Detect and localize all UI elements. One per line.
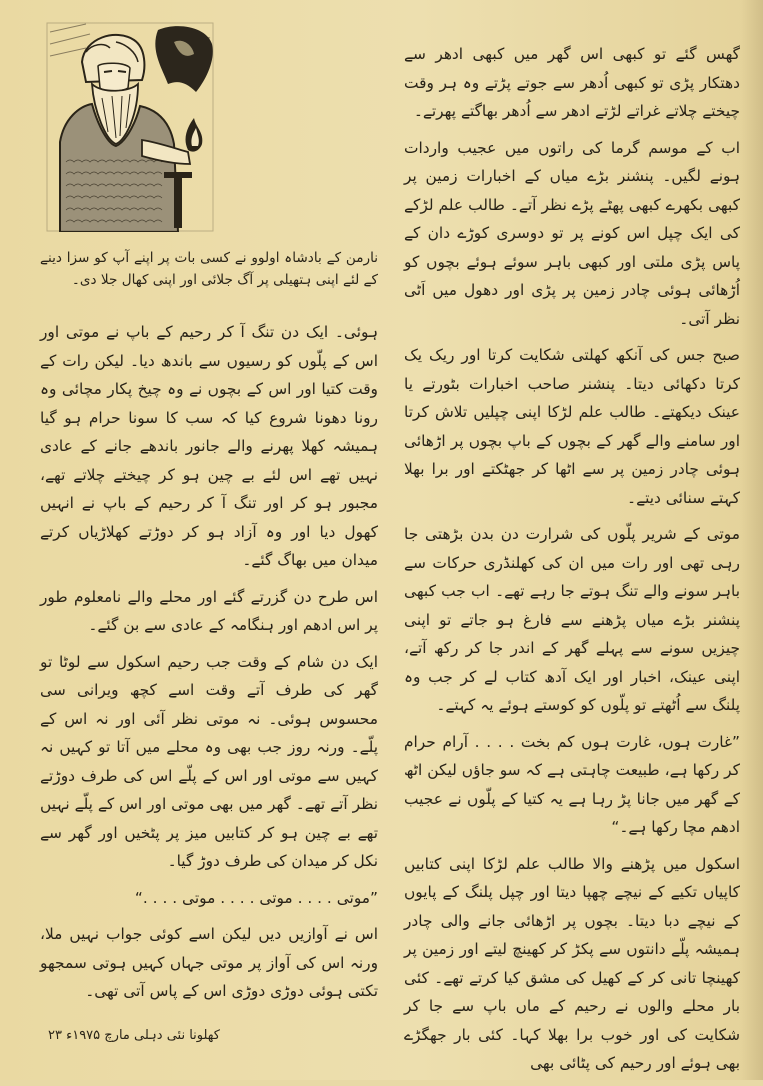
paragraph: اس طرح دن گزرتے گئے اور محلے والے نامعلوم طور پر اس ادھم اور ہنگامہ کے عادی سے بن گئے۔ <box>40 587 378 634</box>
bearded-king-illustration <box>46 22 214 232</box>
right-text-column <box>404 40 740 1086</box>
paragraph: ہوئی۔ ایک دن تنگ آ کر رحیم کے باپ نے موتی اور اس کے پلّوں کو رسیوں سے باندھ دیا۔ لیکن رات کے وقت کتیا اور اس کے بچوں نے وہ چیخ پکار مچائی وہ رونا دھونا شروع کیا کہ سب کا سونا حرام ہو گیا ہمیشہ کھلا پھرنے والے جانور باندھے جانے کے عادی نہیں تھے اس لئے بے چین ہو کر چیختے چلاتے تھے، مجبور ہو کر اور تنگ آ کر رحیم کے باپ نے انہیں کھول دیا اور وہ آزاد ہو کر دوڑتے کھلاڑیاں کرتے میدان میں بھاگ گئے۔ <box>40 323 378 569</box>
paragraph: ”موتی . . . . موتی . . . . موتی . . . .“ <box>134 888 378 907</box>
paragraph: اس نے آوازیں دیں لیکن اسے کوئی جواب نہیں ملا، ورنہ اس کی آواز پر موتی جہاں کہیں ہوتی سمجھو تکتی ہوئی دوڑی دوڑی اس کے پاس آتی تھی۔ <box>40 925 378 1000</box>
paragraph: اب کے موسم گرما کی راتوں میں عجیب واردات ہونے لگیں۔ پنشنر بڑے میاں کے اخبارات زمین پر کبھی بکھرے کبھی پھٹے پڑے نظر آتے۔ طالب علم لڑکے کی ایک چپل اس کونے پر تو دوسری کوڑے دان کے پاس پڑی ملتی اور کبھی باہر سوئے ہوئے بچوں کو اُڑھائی ہوئی چادر زمین پر پڑی اور دھول میں اَٹی نظر آتی۔ <box>404 138 740 328</box>
paragraph: ”غارت ہوں، غارت ہوں کم بخت . . . . آرام حرام کر رکھا ہے، طبیعت چاہتی ہے کہ سو جاؤں لیکن اٹھ کے گھر میں جانا پڑ رہا ہے یہ کتیا کے پلّوں نے عجیب ادھم مچا رکھا ہے۔“ <box>404 732 740 836</box>
paragraph: موتی کے شریر پلّوں کی شرارت دن بدن بڑھتی جا رہی تھی اور رات میں ان کی کھلنڈری حرکات سے باہر سونے والے تنگ ہوتے جا رہے تھے۔ اب جب کبھی پنشنر بڑے میاں پڑھنے سے فارغ ہو جاتے تو اپنی چیزیں سونے سے پہلے گھر کے اندر جا کر رکھ آتے، اپنی عینک، اخبار اور ایک آدھ کتاب لے کر جب وہ پلنگ سے اُٹھتے تو پلّوں کو کوستے ہوئے یہ کہتے۔ <box>404 525 740 714</box>
paragraph: اسکول میں پڑھنے والا طالب علم لڑکا اپنی کتابیں کاپیاں تکیے کے نیچے چھپا دیتا اور چپل پلنگ کے پایوں کے نیچے دبا دیتا۔ بچوں پر اڑھائی جانے والی چادر ہمیشہ پلّے دانتوں سے پکڑ کر کھینچ لیتے اور زمین پر کھینچا تانی کر کے کھیل کی مشق کیا کرتے تھے۔ کئی بار محلے والوں نے رحیم کے ماں باپ سے جا کر شکایت کی اور خوب برا بھلا کہا۔ کئی بار جھگڑے بھی ہوئے اور رحیم کی پٹائی بھی <box>404 854 740 1072</box>
page-edge-shadow <box>741 0 763 1080</box>
illustration-caption: نارمن کے بادشاہ اولوو نے کسی بات پر اپنے آپ کو سزا دینے کے لئے اپنی ہتھیلی پر آگ جلائی اور اپنی کھال جلا دی۔ <box>40 250 378 288</box>
paragraph: گھس گئے تو کبھی اس گھر میں کبھی ادھر سے دھتکار پڑی تو کبھی اُدھر سے جوتے پڑتے وہ ہر وقت چیختے چلاتے غراتے لڑتے ادھر سے اُدھر بھاگتے پھرتے۔ <box>404 45 740 120</box>
left-text-column <box>40 318 378 1014</box>
paragraph: ایک دن شام کے وقت جب رحیم اسکول سے لوٹا تو گھر کی طرف آتے وقت اسے کچھ ویرانی سی محسوس ہوئی۔ نہ موتی نظر آئی اور نہ اس کے پلّے۔ ورنہ روز جب بھی وہ محلے میں آتا تو کہیں نہ کہیں سے موتی اور اس کے پلّے اس کی طرف دوڑتے نظر آتے تھے۔ گھر میں بھی موتی اور اس کے پلّے نہیں تھے بے چین ہو کر کتابیں میز پر پٹخیں اور گھر سے نکل کر میدان کی طرف دوڑ گیا۔ <box>40 652 378 870</box>
page-footer: کھلونا نئی دہلی مارچ ۱۹۷۵ء ۲۳ <box>48 1028 220 1043</box>
paragraph: صبح جس کی آنکھ کھلتی شکایت کرتا اور ریک یک کرتا دکھائی دیتا۔ پنشنر صاحب اخبارات بٹورتے یا عینک دیکھتے۔ طالب علم لڑکا اپنی چپلیں تلاش کرتا اور سامنے والے گھر کے بچوں کے باپ بچوں پر اڑھائی ہوئی چادر زمین پر سے اٹھا کر جھٹکتے اور برا بھلا کہتے سنائی دیتے۔ <box>404 346 740 507</box>
